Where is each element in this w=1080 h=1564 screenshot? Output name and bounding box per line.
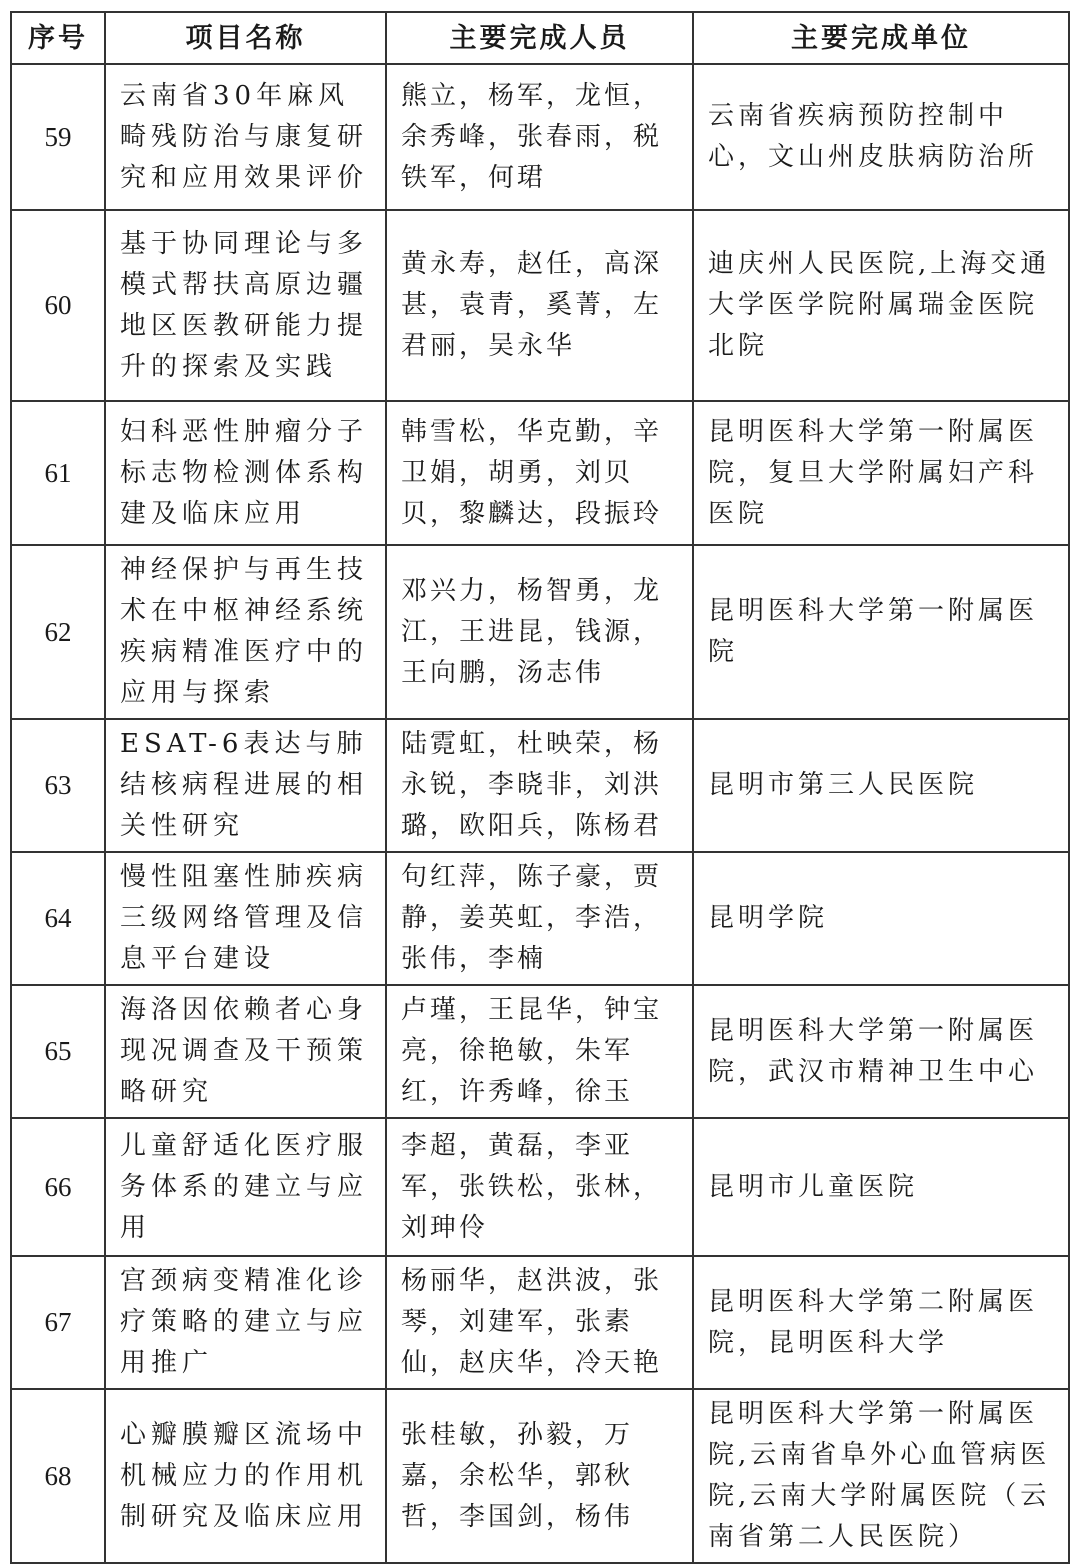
table-row xyxy=(11,719,1069,852)
row-contributors: 卢瑾，王昆华，钟宝亮，徐艳敏，朱军红，许秀峰，徐玉 xyxy=(386,985,693,1118)
header-project-name: 项目名称 xyxy=(105,12,386,64)
row-serial-number: 61 xyxy=(11,401,105,545)
row-contributors: 陆霓虹，杜映荣，杨永锐，李晓非，刘洪璐，欧阳兵，陈杨君 xyxy=(386,719,693,852)
row-project-name: 心瓣膜瓣区流场中机械应力的作用机制研究及临床应用 xyxy=(105,1389,386,1563)
row-contributors: 邓兴力，杨智勇，龙江，王进昆，钱源，王向鹏，汤志伟 xyxy=(386,545,693,719)
row-contributors: 句红萍，陈子豪，贾静，姜英虹，李浩，张伟，李楠 xyxy=(386,852,693,985)
row-serial-number: 68 xyxy=(11,1389,105,1563)
row-serial-number: 66 xyxy=(11,1118,105,1256)
row-units: 昆明医科大学第二附属医院，昆明医科大学 xyxy=(693,1256,1069,1389)
table-row xyxy=(11,545,1069,719)
table-row xyxy=(11,1389,1069,1563)
row-serial-number: 64 xyxy=(11,852,105,985)
row-units: 昆明医科大学第一附属医院,云南省阜外心血管病医院,云南大学附属医院（云南省第二人民医院） xyxy=(693,1389,1069,1563)
table-row xyxy=(11,210,1069,401)
row-contributors: 张桂敏，孙毅，万嘉，余松华，郭秋哲，李国剑，杨伟 xyxy=(386,1389,693,1563)
row-contributors: 熊立，杨军，龙恒，余秀峰，张春雨，税铁军，何珺 xyxy=(386,64,693,210)
row-project-name: 儿童舒适化医疗服务体系的建立与应用 xyxy=(105,1118,386,1256)
row-contributors: 黄永寿，赵任，高深甚，袁青，奚菁，左君丽，吴永华 xyxy=(386,210,693,401)
table-header-row xyxy=(11,12,1069,64)
row-units: 昆明市儿童医院 xyxy=(693,1118,1069,1256)
row-units: 昆明学院 xyxy=(693,852,1069,985)
row-project-name: 慢性阻塞性肺疾病三级网络管理及信息平台建设 xyxy=(105,852,386,985)
row-serial-number: 60 xyxy=(11,210,105,401)
row-project-name: 基于协同理论与多模式帮扶高原边疆地区医教研能力提升的探索及实践 xyxy=(105,210,386,401)
table-row xyxy=(11,401,1069,545)
award-projects-table xyxy=(10,11,1070,1564)
row-project-name: 神经保护与再生技术在中枢神经系统疾病精准医疗中的应用与探索 xyxy=(105,545,386,719)
row-project-name: 云南省30年麻风畸残防治与康复研究和应用效果评价 xyxy=(105,64,386,210)
table-row xyxy=(11,1118,1069,1256)
row-serial-number: 67 xyxy=(11,1256,105,1389)
table-row xyxy=(11,852,1069,985)
header-main-contributors: 主要完成人员 xyxy=(386,12,693,64)
row-serial-number: 65 xyxy=(11,985,105,1118)
row-project-name: 宫颈病变精准化诊疗策略的建立与应用推广 xyxy=(105,1256,386,1389)
table-row xyxy=(11,985,1069,1118)
header-main-units: 主要完成单位 xyxy=(693,12,1069,64)
row-units: 迪庆州人民医院,上海交通大学医学院附属瑞金医院北院 xyxy=(693,210,1069,401)
row-serial-number: 63 xyxy=(11,719,105,852)
row-project-name: 海洛因依赖者心身现况调查及干预策略研究 xyxy=(105,985,386,1118)
row-contributors: 韩雪松，华克勤，辛卫娟，胡勇，刘贝贝，黎麟达，段振玲 xyxy=(386,401,693,545)
row-units: 云南省疾病预防控制中心，文山州皮肤病防治所 xyxy=(693,64,1069,210)
row-project-name: 妇科恶性肿瘤分子标志物检测体系构建及临床应用 xyxy=(105,401,386,545)
row-project-name: ESAT-6表达与肺结核病程进展的相关性研究 xyxy=(105,719,386,852)
row-contributors: 李超，黄磊，李亚军，张铁松，张林，刘珅伶 xyxy=(386,1118,693,1256)
table-row xyxy=(11,64,1069,210)
row-serial-number: 59 xyxy=(11,64,105,210)
row-units: 昆明医科大学第一附属医院，复旦大学附属妇产科医院 xyxy=(693,401,1069,545)
header-serial-number: 序号 xyxy=(11,12,105,64)
row-units: 昆明医科大学第一附属医院，武汉市精神卫生中心 xyxy=(693,985,1069,1118)
row-contributors: 杨丽华，赵洪波，张琴，刘建军，张素仙，赵庆华，冷天艳 xyxy=(386,1256,693,1389)
row-units: 昆明医科大学第一附属医院 xyxy=(693,545,1069,719)
row-units: 昆明市第三人民医院 xyxy=(693,719,1069,852)
row-serial-number: 62 xyxy=(11,545,105,719)
table-row xyxy=(11,1256,1069,1389)
